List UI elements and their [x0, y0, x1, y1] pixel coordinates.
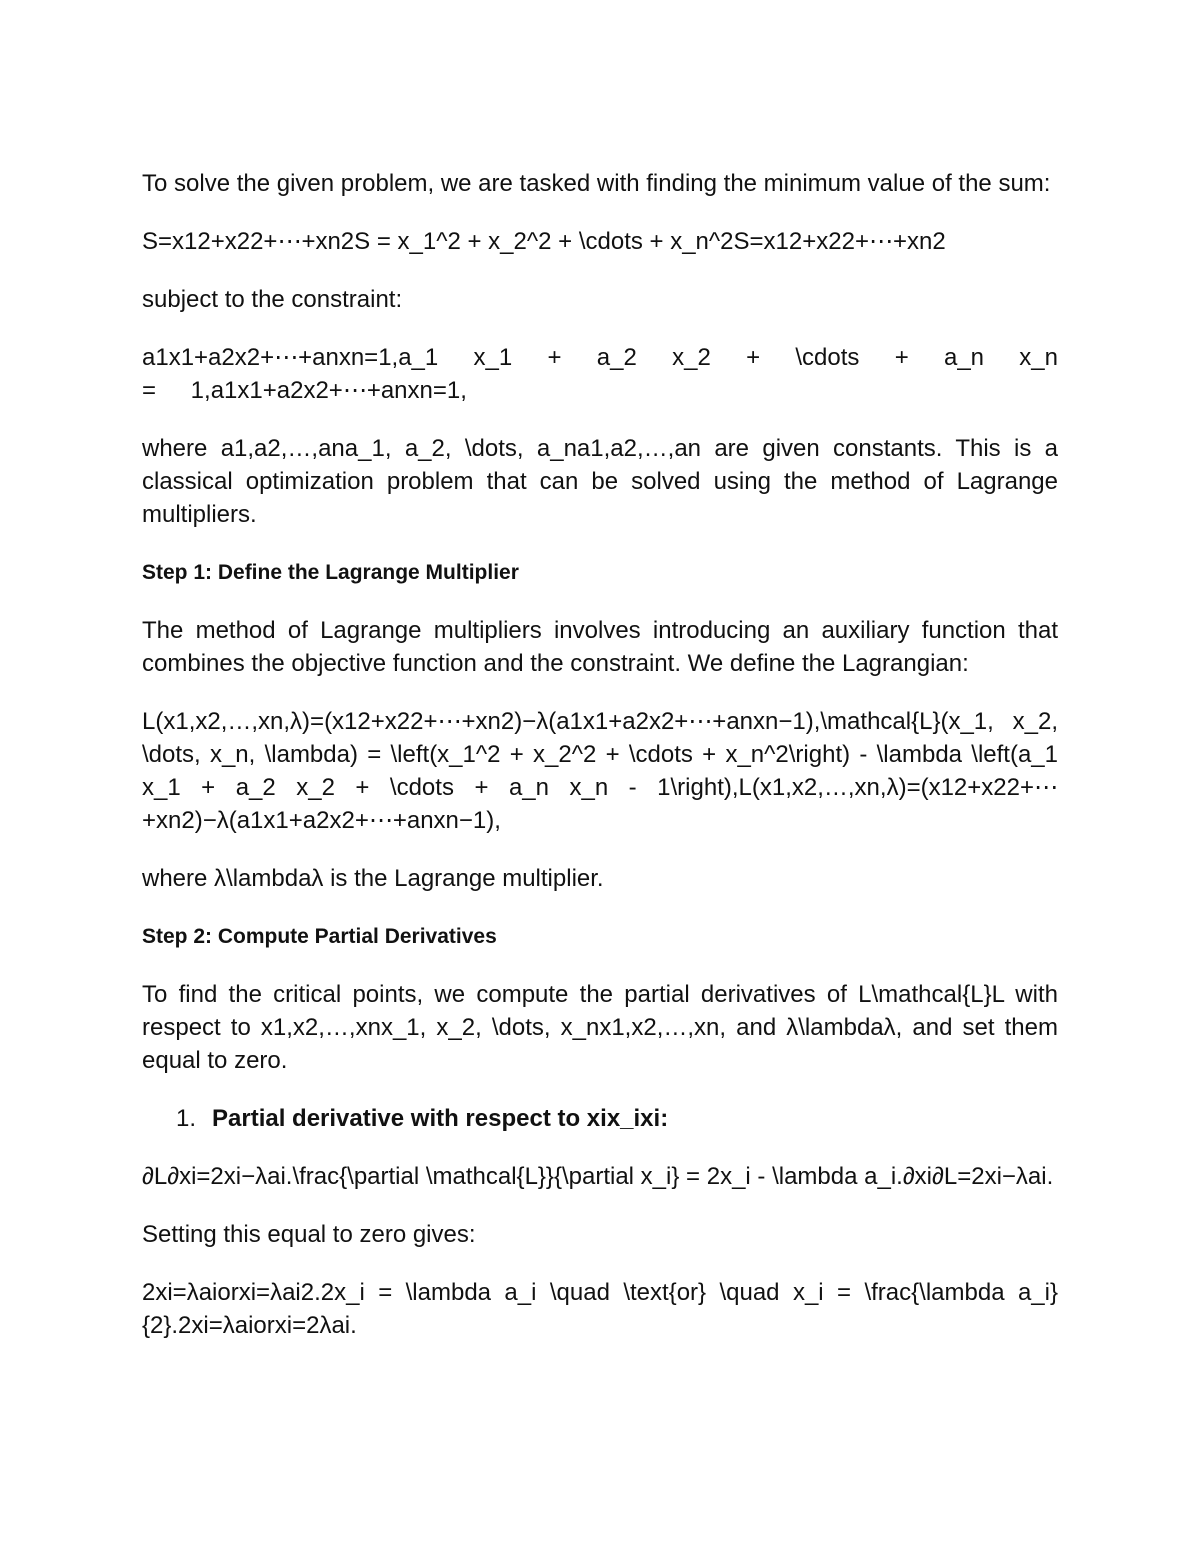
step2-paragraph: To find the critical points, we compute the partial derivatives of L\mathcal{L}L with respect to x1,x2,…,xnx_1, x_2, \dots, x_nx1,x2,…,xn, and λ\lambdaλ, and set them equal to zero.: [142, 981, 1058, 1074]
document-body: [142, 167, 1058, 1367]
list-item: [142, 1102, 1058, 1135]
lambda-paragraph: where λ\lambdaλ is the Lagrange multiplier.: [142, 865, 604, 892]
list-item-number: 1.: [176, 1105, 197, 1132]
setting-paragraph: Setting this equal to zero gives:: [142, 1221, 476, 1248]
lagrangian-equation: L(x1,x2,…,xn,λ)=(x12+x22+⋯+xn2)−λ(a1x1+a2x2+⋯+anxn−1),\mathcal{L}(x_1, x_2, \dots, x_n, \lambda) = \left(x_1^2 + x_2^2 + \cdots + x_n^2\right) - \lambda \left(a_1 x_1 + a_2 x_2 + \cdots + a_n x_n - 1\right),L(x1,x2,…,xn,λ)=(x12+x22+⋯+xn2)−λ(a1x1+a2x2+⋯+anxn−1),: [142, 708, 1058, 834]
list-item-heading: Partial derivative with respect to xix_ixi:: [212, 1105, 669, 1132]
sum-equation: S=x12+x22+⋯+xn2S = x_1^2 + x_2^2 + \cdots + x_n^2S=x12+x22+⋯+xn2: [142, 228, 946, 255]
partial-derivative-equation: ∂L∂xi=2xi−λai.\frac{\partial \mathcal{L}}{\partial x_i} = 2x_i - \lambda a_i.∂xi∂L=2xi−λai.: [142, 1163, 1054, 1190]
constraint-intro: subject to the constraint:: [142, 286, 403, 313]
solution-equation: 2xi=λaiorxi=λai2.2x_i = \lambda a_i \quad \text{or} \quad x_i = \frac{\lambda a_i}{2}.2xi=λaiorxi=2λai.: [142, 1279, 1058, 1339]
step1-paragraph: The method of Lagrange multipliers involves introducing an auxiliary function that combines the objective function and the constraint. We define the Lagrangian:: [142, 617, 1058, 677]
constants-paragraph: where a1,a2,…,ana_1, a_2, \dots, a_na1,a2,…,an are given constants. This is a classical optimization problem that can be solved using the method of Lagrange multipliers.: [142, 435, 1058, 528]
constraint-equation: a1x1+a2x2+⋯+anxn=1,a_1 x_1 + a_2 x_2 + \cdots + a_n x_n = 1,a1x1+a2x2+⋯+anxn=1,: [142, 344, 1058, 404]
step2-heading: Step 2: Compute Partial Derivatives: [142, 925, 497, 948]
intro-paragraph: To solve the given problem, we are tasked with finding the minimum value of the sum:: [142, 170, 1051, 197]
step1-heading: Step 1: Define the Lagrange Multiplier: [142, 561, 519, 584]
